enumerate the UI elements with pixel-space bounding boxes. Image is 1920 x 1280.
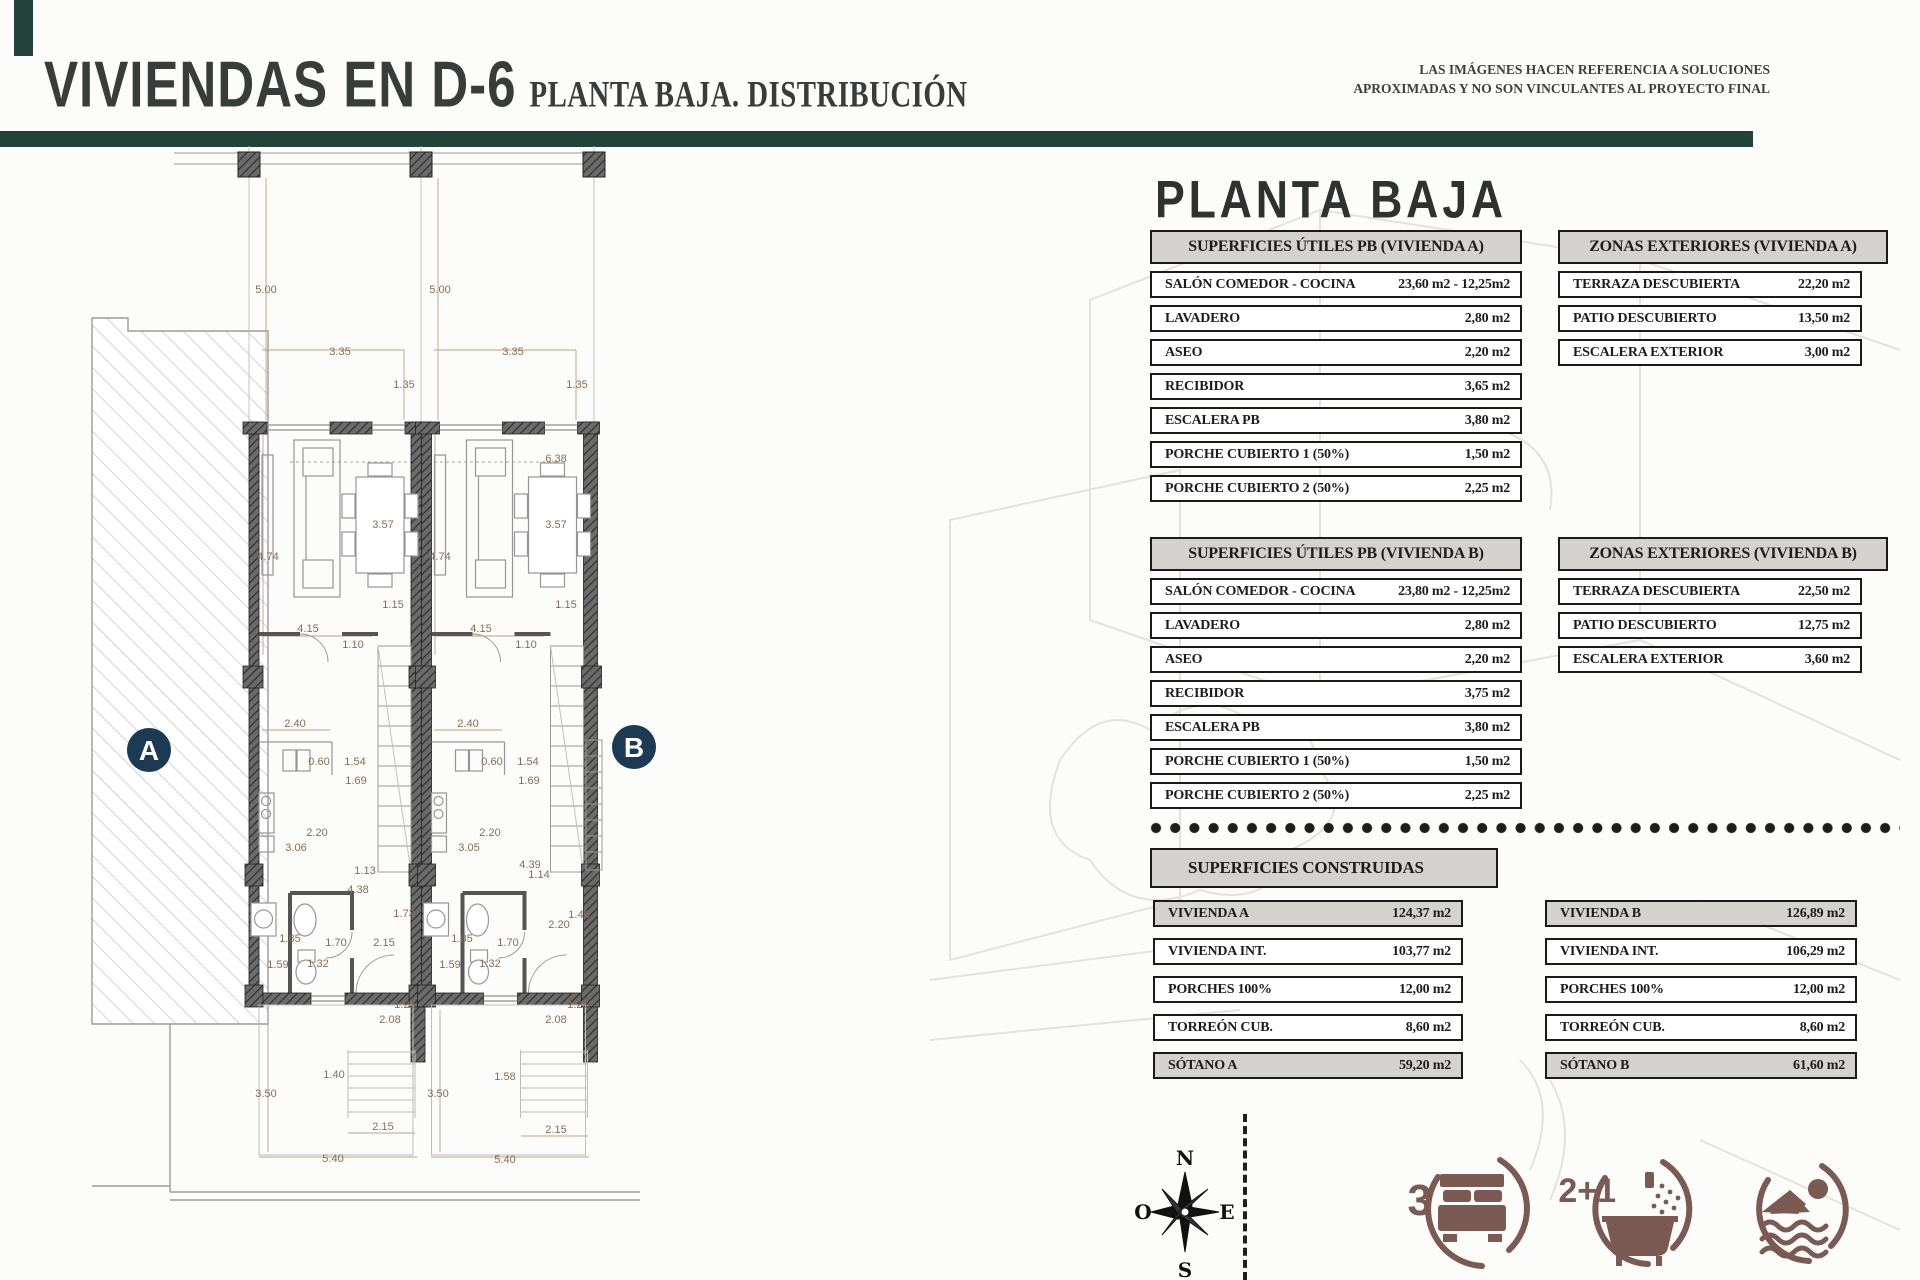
dimension-label: 1.73 <box>393 908 415 920</box>
table-row <box>1150 680 1522 707</box>
row-value: 2,25 m2 <box>1464 787 1510 803</box>
svg-text:S: S <box>1177 1258 1193 1280</box>
row-value: 103,77 m2 <box>1392 943 1451 959</box>
table-row <box>1558 271 1862 298</box>
svg-text:E: E <box>1219 1200 1235 1224</box>
dimension-label: 3.05 <box>458 842 480 854</box>
row-label: PORCHE CUBIERTO 2 (50%) <box>1165 480 1350 496</box>
floor-plan <box>60 140 1080 1280</box>
table-row <box>1545 1014 1857 1041</box>
row-label: VIVIENDA INT. <box>1168 943 1267 959</box>
bed-ring <box>1500 1160 1527 1250</box>
row-label: SALÓN COMEDOR - COCINA <box>1165 583 1356 599</box>
dimension-label: 2.08 <box>379 1014 401 1026</box>
row-value: 3,80 m2 <box>1464 412 1510 428</box>
dimension-label: 1.14 <box>528 869 550 881</box>
dimension-label: 4.38 <box>347 884 369 896</box>
table-zonas-b-title: ZONAS EXTERIORES (VIVIENDA B) <box>1558 537 1888 571</box>
dwelling-unit-b <box>416 422 602 1155</box>
dimension-label: 5.00 <box>255 284 277 296</box>
row-value: 124,37 m2 <box>1392 905 1451 921</box>
dimension-label: 1.25 <box>567 999 589 1011</box>
subtitle-text: PLANTA BAJA. DISTRIBUCIÓN <box>529 73 968 115</box>
table-row <box>1153 900 1463 927</box>
bathrooms-count: 2+1 <box>1558 1172 1616 1210</box>
row-label: PATIO DESCUBIERTO <box>1573 310 1717 326</box>
table-construidas-header <box>1150 848 1498 888</box>
svg-text:B: B <box>623 732 645 763</box>
row-value: 61,60 m2 <box>1792 1057 1845 1073</box>
row-value: 59,20 m2 <box>1398 1057 1451 1073</box>
dimension-label: 1.10 <box>515 639 537 651</box>
table-construidas-left-rows <box>1153 900 1463 1079</box>
row-value: 3,65 m2 <box>1464 378 1510 394</box>
row-label: SALÓN COMEDOR - COCINA <box>1165 276 1356 292</box>
row-value: 2,80 m2 <box>1464 310 1510 326</box>
dimension-label: 1.85 <box>279 933 301 945</box>
row-label: PORCHE CUBIERTO 2 (50%) <box>1165 787 1350 803</box>
row-value: 23,80 m2 - 12,25m2 <box>1398 583 1510 599</box>
compass-rose <box>1130 1135 1240 1280</box>
site-hatch-zone <box>92 318 268 1024</box>
dimension-label: 2.15 <box>372 1121 394 1133</box>
dimension-label: 1.85 <box>451 933 473 945</box>
table-row <box>1558 646 1862 673</box>
table-superficies-a-rows <box>1150 271 1522 502</box>
dimension-label: 5.00 <box>429 284 451 296</box>
row-label: PATIO DESCUBIERTO <box>1573 617 1717 633</box>
row-label: ESCALERA PB <box>1165 719 1260 735</box>
table-row <box>1150 646 1522 673</box>
row-value: 23,60 m2 - 12,25m2 <box>1398 276 1510 292</box>
table-construidas-right-rows <box>1545 900 1857 1079</box>
row-label: LAVADERO <box>1165 310 1240 326</box>
table-row <box>1153 1052 1463 1079</box>
row-value: 22,50 m2 <box>1797 583 1850 599</box>
table-row <box>1545 976 1857 1003</box>
table-construidas-right <box>1545 889 1857 1079</box>
row-value: 2,25 m2 <box>1464 480 1510 496</box>
dimension-label: 1.35 <box>566 379 588 391</box>
footer-dashed-divider <box>1243 1114 1247 1280</box>
title-text: VIVIENDAS EN D-6 <box>44 47 517 121</box>
dimension-label: 1.13 <box>354 865 376 877</box>
dimension-label: 1.25 <box>394 999 416 1011</box>
dimension-label: 3.06 <box>285 842 307 854</box>
dimension-label: 3.50 <box>427 1088 449 1100</box>
dimension-label: 1.69 <box>345 775 367 787</box>
row-value: 22,20 m2 <box>1797 276 1850 292</box>
table-zonas-b-rows <box>1558 578 1888 673</box>
dimension-label: 0.60 <box>308 756 330 768</box>
row-value: 3,80 m2 <box>1464 719 1510 735</box>
dimension-label: 2.20 <box>306 827 328 839</box>
dimension-label: 1.58 <box>494 1071 516 1083</box>
row-value: 12,75 m2 <box>1797 617 1850 633</box>
table-construidas-title: SUPERFICIES CONSTRUIDAS <box>1150 848 1498 888</box>
table-row <box>1150 373 1522 400</box>
row-value: 106,29 m2 <box>1786 943 1845 959</box>
table-zonas-a-title: ZONAS EXTERIORES (VIVIENDA A) <box>1558 230 1888 264</box>
table-row <box>1150 271 1522 298</box>
row-value: 8,60 m2 <box>1799 1019 1845 1035</box>
dimension-label: 3.57 <box>372 519 394 531</box>
row-value: 3,60 m2 <box>1804 651 1850 667</box>
row-value: 2,20 m2 <box>1464 344 1510 360</box>
table-row <box>1558 305 1862 332</box>
table-superficies-b <box>1150 537 1522 809</box>
dimension-label: 1.15 <box>555 599 577 611</box>
table-row <box>1150 578 1522 605</box>
row-label: TERRAZA DESCUBIERTA <box>1573 583 1740 599</box>
table-row <box>1150 407 1522 434</box>
table-row <box>1558 578 1862 605</box>
row-value: 12,00 m2 <box>1398 981 1451 997</box>
svg-text:A: A <box>138 735 160 766</box>
table-row <box>1150 305 1522 332</box>
row-label: PORCHES 100% <box>1560 981 1664 997</box>
dimension-label: 3.57 <box>545 519 567 531</box>
dimension-label: 1.69 <box>518 775 540 787</box>
row-value: 2,20 m2 <box>1464 651 1510 667</box>
dimension-label: 3.50 <box>255 1088 277 1100</box>
row-value: 13,50 m2 <box>1797 310 1850 326</box>
page-title <box>44 46 968 122</box>
row-label: TERRAZA DESCUBIERTA <box>1573 276 1740 292</box>
row-label: TORREÓN CUB. <box>1560 1019 1665 1035</box>
dotted-separator <box>1150 822 1900 834</box>
row-label: VIVIENDA B <box>1560 905 1641 921</box>
table-superficies-b-title: SUPERFICIES ÚTILES PB (VIVIENDA B) <box>1150 537 1522 571</box>
dimension-label: 3.35 <box>502 346 524 358</box>
row-label: RECIBIDOR <box>1165 378 1245 394</box>
feature-icons <box>1390 1140 1870 1280</box>
table-row <box>1150 339 1522 366</box>
dimension-label: 2.40 <box>457 718 479 730</box>
table-superficies-a <box>1150 230 1522 502</box>
table-row <box>1558 339 1862 366</box>
dimension-label: 4.74 <box>429 551 451 563</box>
row-label: SÓTANO B <box>1560 1057 1630 1073</box>
dwelling-unit <box>243 422 429 1155</box>
row-value: 12,00 m2 <box>1792 981 1845 997</box>
dimension-label: 4.74 <box>257 551 279 563</box>
dimension-label: 1.32 <box>479 958 501 970</box>
row-label: ESCALERA PB <box>1165 412 1260 428</box>
dimension-label: 5.40 <box>322 1153 344 1165</box>
disclaimer-line-1: LAS IMÁGENES HACEN REFERENCIA A SOLUCIONES <box>1419 62 1770 77</box>
row-label: PORCHE CUBIERTO 1 (50%) <box>1165 753 1350 769</box>
bedrooms-count: 3 <box>1407 1176 1432 1225</box>
table-row <box>1150 475 1522 502</box>
table-row <box>1150 748 1522 775</box>
dimension-label: 1.59 <box>439 959 461 971</box>
dimension-label: 2.08 <box>545 1014 567 1026</box>
dimension-label: 5.40 <box>494 1154 516 1166</box>
dimension-label: 1.54 <box>517 756 539 768</box>
row-value: 3,75 m2 <box>1464 685 1510 701</box>
table-zonas-b <box>1558 537 1888 673</box>
dimension-label: 1.40 <box>323 1069 345 1081</box>
table-row <box>1545 900 1857 927</box>
table-row <box>1153 976 1463 1003</box>
svg-text:N: N <box>1175 1146 1195 1170</box>
bed-icon <box>1438 1174 1506 1242</box>
dimension-label: 3.35 <box>329 346 351 358</box>
dimension-label: 6.38 <box>545 453 567 465</box>
table-row <box>1150 612 1522 639</box>
dimension-label: 4.15 <box>297 623 319 635</box>
row-label: SÓTANO A <box>1168 1057 1238 1073</box>
dimension-label: 1.49 <box>568 909 590 921</box>
dimension-label: 1.35 <box>393 379 415 391</box>
disclaimer <box>1353 60 1770 98</box>
dimension-label: 1.59 <box>267 959 289 971</box>
table-row <box>1150 441 1522 468</box>
dimension-label: 2.20 <box>479 827 501 839</box>
dimension-label: 1.54 <box>344 756 366 768</box>
unit-badge-b <box>612 725 656 769</box>
dimension-label: 1.15 <box>382 599 404 611</box>
disclaimer-line-2: APROXIMADAS Y NO SON VINCULANTES AL PROYECTO FINAL <box>1353 81 1770 96</box>
table-row <box>1150 714 1522 741</box>
dimension-label: 2.40 <box>284 718 306 730</box>
dimension-label: 1.70 <box>325 937 347 949</box>
row-label: RECIBIDOR <box>1165 685 1245 701</box>
dimension-label: 2.15 <box>373 937 395 949</box>
table-row <box>1153 938 1463 965</box>
row-value: 3,00 m2 <box>1804 344 1850 360</box>
row-label: VIVIENDA INT. <box>1560 943 1659 959</box>
row-label: PORCHES 100% <box>1168 981 1272 997</box>
dimension-label: 2.15 <box>545 1124 567 1136</box>
table-superficies-b-rows <box>1150 578 1522 809</box>
planta-baja-heading: PLANTA BAJA <box>1155 169 1507 229</box>
table-superficies-a-title: SUPERFICIES ÚTILES PB (VIVIENDA A) <box>1150 230 1522 264</box>
dimension-label: 0.60 <box>481 756 503 768</box>
table-row <box>1545 938 1857 965</box>
table-construidas-left <box>1153 889 1463 1079</box>
table-row <box>1150 782 1522 809</box>
table-row <box>1153 1014 1463 1041</box>
row-value: 1,50 m2 <box>1464 753 1510 769</box>
dimension-label: 1.10 <box>342 639 364 651</box>
row-label: PORCHE CUBIERTO 1 (50%) <box>1165 446 1350 462</box>
row-label: LAVADERO <box>1165 617 1240 633</box>
dimension-label: 4.39 <box>519 859 541 871</box>
table-zonas-a <box>1558 230 1888 366</box>
table-row <box>1545 1052 1857 1079</box>
dimension-label: 1.32 <box>307 958 329 970</box>
table-row <box>1558 612 1862 639</box>
row-value: 8,60 m2 <box>1405 1019 1451 1035</box>
row-value: 126,89 m2 <box>1786 905 1845 921</box>
row-label: VIVIENDA A <box>1168 905 1249 921</box>
dimension-label: 2.20 <box>548 919 570 931</box>
row-label: TORREÓN CUB. <box>1168 1019 1273 1035</box>
row-label: ESCALERA EXTERIOR <box>1573 344 1724 360</box>
dimension-label: 4.15 <box>470 623 492 635</box>
dimension-label: 1.70 <box>497 937 519 949</box>
row-value: 2,80 m2 <box>1464 617 1510 633</box>
corner-accent-mark <box>14 0 33 56</box>
table-zonas-a-rows <box>1558 271 1888 366</box>
unit-badge-a <box>127 728 171 772</box>
row-label: ESCALERA EXTERIOR <box>1573 651 1724 667</box>
row-value: 1,50 m2 <box>1464 446 1510 462</box>
svg-text:O: O <box>1134 1200 1152 1224</box>
row-label: ASEO <box>1165 344 1203 360</box>
row-label: ASEO <box>1165 651 1203 667</box>
